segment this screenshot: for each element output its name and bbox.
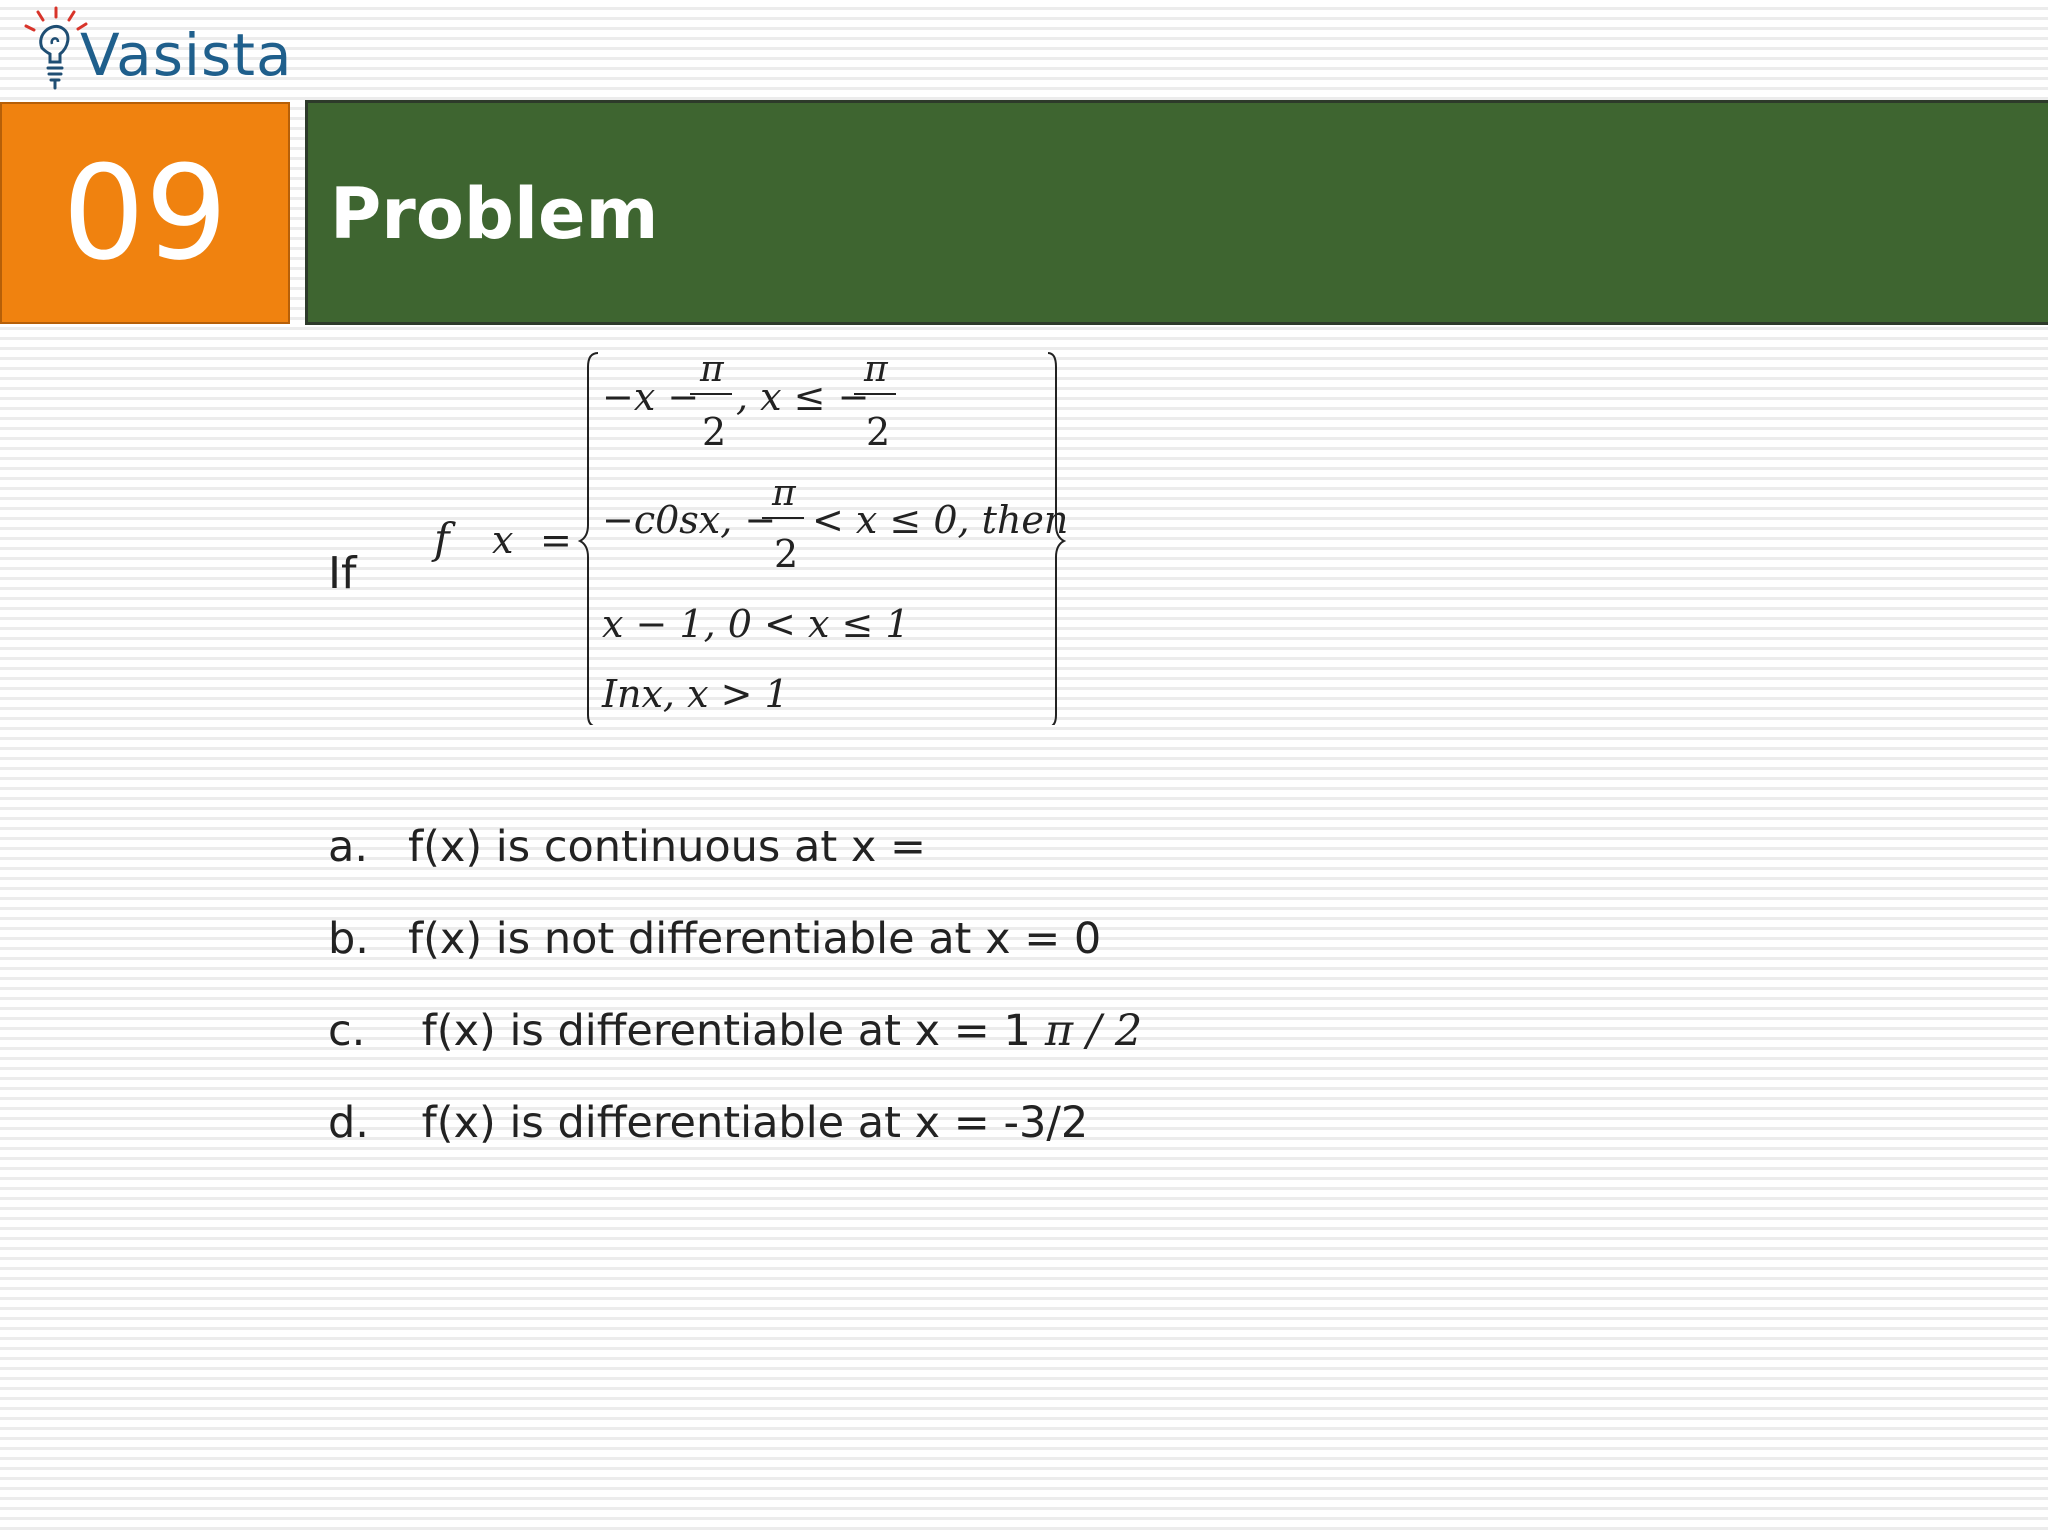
logo-text: Vasista [80,21,293,89]
case-1-den-2: 2 [866,410,891,454]
case-2-right: < x ≤ 0, then [812,498,1069,542]
option-text: f(x) is differentiable at x = -3/2 [408,1098,1089,1148]
case-4: Inx, x > 1 [602,672,789,716]
case-1-left: −x − [602,375,700,419]
option-letter: d. [328,1098,369,1148]
option-text: f(x) is continuous at x = [408,822,926,872]
slide-number: 09 [62,137,228,289]
left-brace [580,353,598,725]
option-suffix: π / 2 [1044,1006,1143,1056]
slide-title: Problem [330,173,659,255]
option-text: f(x) is differentiable at x = 1 [408,1006,1031,1056]
option-letter: b. [328,914,369,964]
option-text: f(x) is not differentiable at x = 0 [408,914,1102,964]
slide-number-box [0,102,290,324]
case-2-pi: π [772,473,796,514]
option-c [328,1006,1142,1056]
option-letter: a. [328,822,369,872]
case-1-den: 2 [702,410,727,454]
case-1-pi-2: π [864,349,888,390]
option-letter: c. [328,1006,366,1056]
option-d [328,1098,1088,1148]
piecewise-formula [420,345,1100,725]
case-1-mid: , x ≤ − [736,375,870,419]
function-arg: x [492,518,514,562]
case-3: x − 1, 0 < x ≤ 1 [602,602,910,646]
function-name: f [434,514,450,563]
case-2-left: −c0sx, − [602,498,777,542]
option-b [328,914,1101,964]
case-2 [602,473,1068,576]
if-label: If [328,548,357,599]
case-2-den: 2 [774,532,799,576]
case-1-pi: π [700,349,724,390]
case-1 [602,349,896,454]
option-a [328,822,926,872]
vasista-logo [18,4,293,96]
equals-sign: = [540,518,572,562]
title-bar [305,100,2048,325]
